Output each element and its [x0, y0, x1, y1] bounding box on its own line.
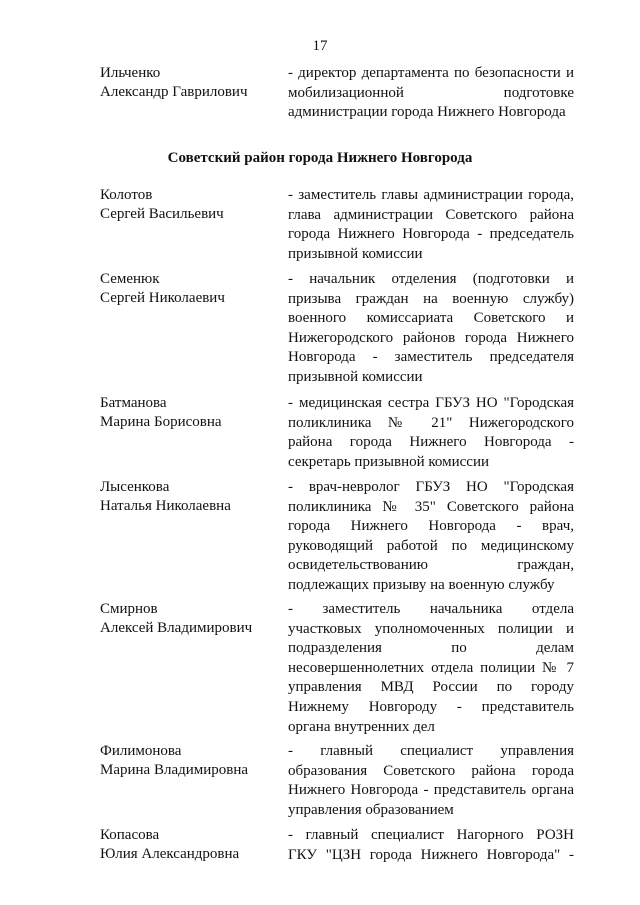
member-role-line: освидетельствованию граждан,	[288, 557, 574, 574]
member-name-line: Юлия Александровна	[100, 846, 240, 862]
member-role-line: руководящий работой по медицинскому	[288, 537, 574, 554]
member-name-line: Колотов	[100, 187, 153, 203]
member-role-line: города Нижнего Новгорода - председатель	[288, 226, 574, 243]
member-role-line: - врач-невролог ГБУЗ НО "Городская	[288, 479, 574, 495]
member-name-line: Ильченко	[100, 65, 161, 81]
member-role-line: - медицинская сестра ГБУЗ НО "Городская	[288, 395, 574, 411]
member-name	[100, 186, 280, 224]
member-role-line: - начальник отделения (подготовки и	[288, 271, 574, 287]
member-name-line: Александр Гаврилович	[100, 84, 248, 100]
member-role-line: призывной комиссии	[288, 368, 423, 385]
member-name-line: Алексей Владимирович	[100, 620, 253, 636]
member-role-line: - заместитель главы администрации города,	[288, 187, 574, 203]
member-name	[100, 478, 280, 516]
member-role-line: - главный специалист управления	[288, 743, 574, 759]
member-role-line: поликлиника № 35" Советского района	[288, 498, 574, 515]
member-role-line: призывной комиссии	[288, 245, 423, 262]
member-name-line: Марина Борисовна	[100, 414, 222, 430]
member-role-line: призыва граждан на военную службу)	[288, 290, 574, 307]
member-name	[100, 600, 280, 638]
member-name-line: Смирнов	[100, 601, 158, 617]
member-name-line: Наталья Николаевна	[100, 498, 231, 514]
member-role-line: управления образованием	[288, 801, 454, 818]
member-role-line: Нижегородского районов города Нижнего	[288, 329, 574, 346]
member-role-line: Нижнему Новгороду - представитель	[288, 698, 574, 715]
member-role-line: несовершеннолетних отдела полиции № 7	[288, 659, 574, 676]
member-name	[100, 742, 280, 780]
member-role	[288, 394, 574, 472]
member-role	[288, 186, 574, 264]
member-role-line: подразделения по делам	[288, 640, 574, 657]
member-name	[100, 270, 280, 308]
member-role-line: участковых уполномоченных полиции и	[288, 620, 574, 637]
member-name	[100, 64, 280, 102]
member-role-line: подлежащих призыву на военную службу	[288, 576, 555, 593]
member-name-line: Сергей Васильевич	[100, 206, 224, 222]
member-name-line: Марина Владимировна	[100, 762, 249, 778]
member-name-line: Копасова	[100, 827, 160, 843]
member-name	[100, 826, 280, 864]
section-title: Советский район города Нижнего Новгорода	[167, 150, 473, 166]
member-name-line: Семенюк	[100, 271, 160, 287]
member-name-line: Лысенкова	[100, 479, 170, 495]
member-role	[288, 826, 574, 865]
member-role-line: органа внутренних дел	[288, 718, 435, 735]
member-role-line: - заместитель начальника отдела	[288, 601, 574, 617]
member-role	[288, 742, 574, 820]
member-role-line: города Нижнего Новгорода - врач,	[288, 518, 574, 535]
member-name-line: Сергей Николаевич	[100, 290, 225, 306]
member-role-line: Нижнего Новгорода - представитель органа	[288, 782, 574, 799]
member-role-line: района города Нижнего Новгорода -	[288, 434, 574, 451]
page-number: 17	[312, 38, 328, 54]
member-role	[288, 600, 574, 737]
member-role-line: военного комиссариата Советского и	[288, 310, 574, 327]
member-role-line: управления МВД России по городу	[288, 679, 574, 696]
member-role-line: глава администрации Советского района	[288, 206, 574, 223]
member-role	[288, 478, 574, 596]
member-role-line: администрации города Нижнего Новгорода	[288, 104, 566, 121]
member-role-line: образования Советского района города	[288, 762, 574, 779]
member-role-line: мобилизационной подготовке	[288, 84, 574, 101]
member-role-line: поликлиника № 21" Нижегородского	[288, 414, 574, 431]
member-role-line: - главный специалист Нагорного РОЗН	[288, 827, 574, 843]
member-role-line: - директор департамента по безопасности и	[288, 65, 574, 81]
member-name	[100, 394, 280, 432]
member-role-line: ГКУ "ЦЗН города Нижнего Новгорода" -	[288, 846, 574, 863]
member-name-line: Филимонова	[100, 743, 182, 759]
member-role-line: секретарь призывной комиссии	[288, 453, 490, 470]
member-role	[288, 64, 574, 123]
member-role	[288, 270, 574, 388]
member-role-line: Новгорода - заместитель председателя	[288, 349, 574, 366]
member-name-line: Батманова	[100, 395, 167, 411]
